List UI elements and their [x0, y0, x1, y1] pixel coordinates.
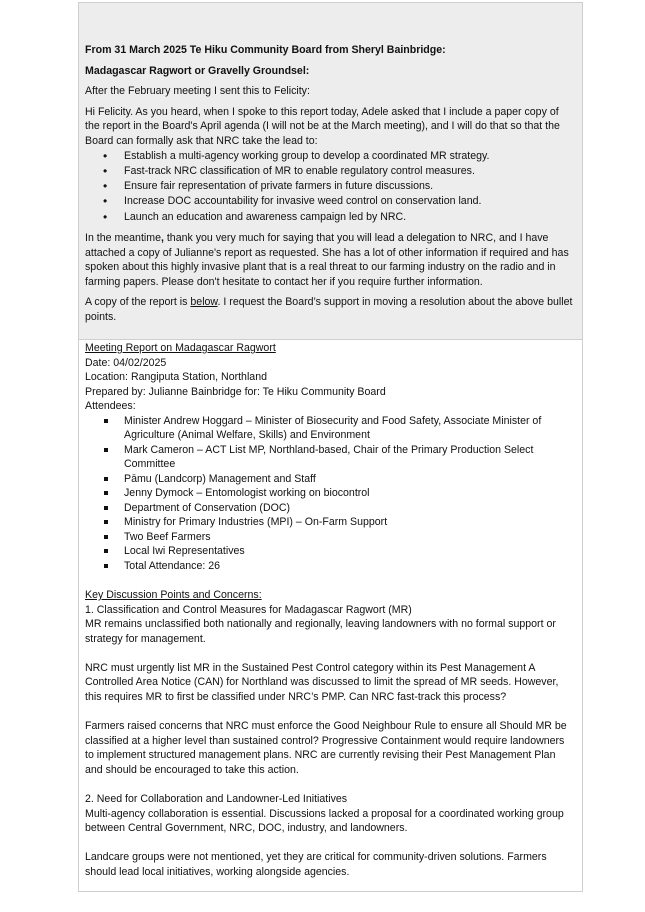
report-section [79, 340, 582, 879]
section-subtitle: Madagascar Ragwort or Gravelly Groundsel: [85, 64, 310, 77]
attendees-list [85, 414, 576, 574]
report-date: Date: 04/02/2025 [85, 356, 167, 369]
section-2-paragraph-1: Multi-agency collaboration is essential. Discussions lacked a proposal for a coordinated working group between Central Government, NRC, DOC, industry, and landowners. [85, 807, 564, 835]
email-section [79, 3, 582, 340]
key-points-heading: Key Discussion Points and Concerns: [85, 588, 262, 601]
spacer [85, 836, 576, 851]
list-item: Mark Cameron – ACT List MP, Northland-based, Chair of the Primary Production Select Committee [85, 443, 576, 472]
list-item: • Launch an education and awareness campaign led by NRC. [85, 210, 576, 225]
report-prepared-by: Prepared by: Julianne Bainbridge for: Te Hiku Community Board [85, 385, 386, 398]
list-item: • Increase DOC accountability for invasive weed control on conservation land. [85, 194, 576, 209]
list-item: • Establish a multi-agency working group to develop a coordinated MR strategy. [85, 149, 576, 164]
list-item: Total Attendance: 26 [85, 559, 576, 574]
list-item: Jenny Dymock – Entomologist working on biocontrol [85, 486, 576, 501]
letter-paragraph-1: Hi Felicity. As you heard, when I spoke to this report today, Adele asked that I include a paper copy of the report in the Board's April agenda (I will not be at the March meeting), and I will do that so that the Board can formally ask that NRC take the lead to: [85, 105, 560, 147]
list-item: • Ensure fair representation of private farmers in future discussions. [85, 179, 576, 194]
spacer [85, 573, 576, 588]
report-title: Meeting Report on Madagascar Ragwort [85, 342, 276, 354]
spacer [85, 778, 576, 793]
letter-paragraph-2: In the meantime, thank you very much for saying that you will lead a delegation to NRC, and I have attached a copy of Julianne's report as requested. She has a lot of other information if required and has spoken about this highly invasive plant that is a real threat to our farming industry on the radio and in farming papers. Please don't hesitate to contact her if you require further information. [85, 232, 569, 288]
copy-note: A copy of the report is below. I request the Board’s support in moving a resolution about the above bullet points. [85, 296, 573, 324]
page-title: From 31 March 2025 Te Hiku Community Board from Sheryl Bainbridge: [85, 44, 446, 56]
list-item: Department of Conservation (DOC) [85, 501, 576, 516]
request-bullet-list [85, 149, 576, 225]
section-1-heading: 1. Classification and Control Measures for Madagascar Ragwort (MR) [85, 603, 412, 616]
list-item: Two Beef Farmers [85, 530, 576, 545]
list-item: Ministry for Primary Industries (MPI) – On-Farm Support [85, 515, 576, 530]
section-2-paragraph-2: Landcare groups were not mentioned, yet they are critical for community-driven solutions. Farmers should lead local initiatives, working alongside agencies. [85, 851, 547, 878]
section-1-paragraph-2: NRC must urgently list MR in the Sustained Pest Control category within its Pest Management A Controlled Area Notice (CAN) for Northland was discussed to limit the spread of MR seeds. However, this requires MR to first be classified under NRC’s PMP. Can NRC fast-track this process? [85, 661, 559, 704]
spacer [85, 646, 576, 661]
below-link[interactable]: below [190, 296, 218, 309]
document-page [78, 2, 583, 892]
list-item: Local Iwi Representatives [85, 544, 576, 559]
list-item: Pāmu (Landcorp) Management and Staff [85, 472, 576, 487]
section-1-paragraph-3: Farmers raised concerns that NRC must enforce the Good Neighbour Rule to ensure all Should MR be classified at a higher level than sustained control? Progressive Containment would require landowners to implement structured management plans. NRC are currently revising their Pest Management Plan and should be encouraged to take this action. [85, 720, 567, 776]
attendees-label: Attendees: [85, 400, 136, 413]
spacer [85, 705, 576, 720]
report-location: Location: Rangiputa Station, Northland [85, 371, 267, 384]
list-item: • Fast-track NRC classification of MR to enable regulatory control measures. [85, 164, 576, 179]
intro-text: After the February meeting I sent this to Felicity: [85, 85, 310, 98]
list-item: Minister Andrew Hoggard – Minister of Biosecurity and Food Safety, Associate Minister of Agriculture (Animal Welfare, Skills) and Environment [85, 414, 576, 443]
section-1-paragraph-1: MR remains unclassified both nationally and regionally, leaving landowners with no formal support or strategy for management. [85, 618, 556, 645]
section-2-heading: 2. Need for Collaboration and Landowner-Led Initiatives [85, 793, 348, 805]
